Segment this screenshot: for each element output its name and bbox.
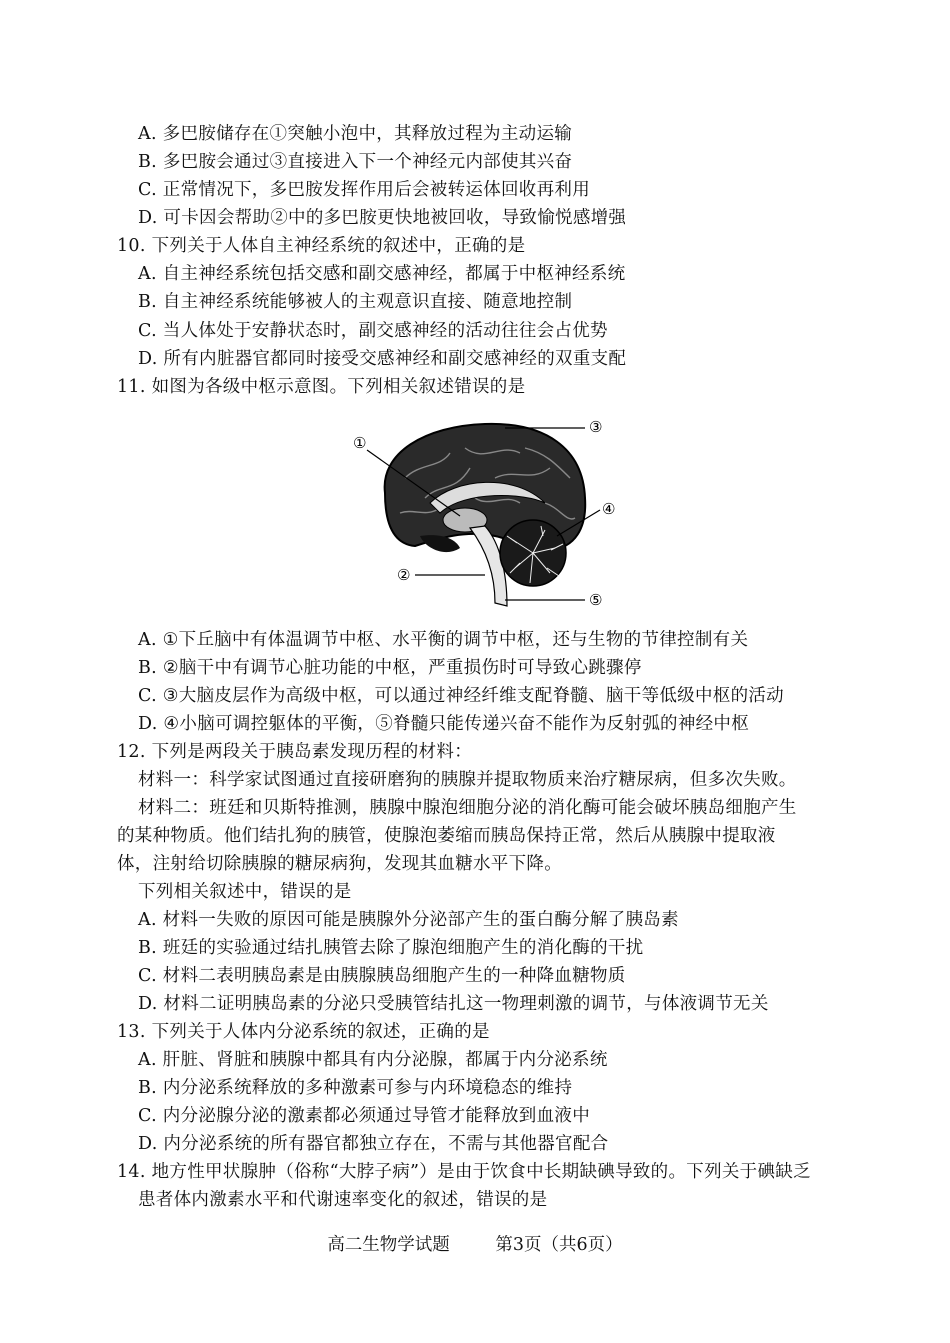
q12-option-a: A. 材料一失败的原因可能是胰腺外分泌部产生的蛋白酶分解了胰岛素 — [138, 910, 679, 930]
q14-stem: 14. 地方性甲状腺肿（俗称“大脖子病”）是由于饮食中长期缺碘导致的。下列关于碘缺乏 — [117, 1162, 811, 1182]
q12-option-b: B. 班廷的实验通过结扎胰管去除了腺泡细胞产生的消化酶的干扰 — [138, 938, 644, 958]
q12-sub-stem: 下列相关叙述中，错误的是 — [138, 882, 352, 902]
q9-option-a: A. 多巴胺储存在①突触小泡中，其释放过程为主动运输 — [138, 124, 573, 144]
lower-lobe-shape — [420, 535, 460, 552]
q12-stem: 12. 下列是两段关于胰岛素发现历程的材料： — [117, 742, 472, 762]
label-5: ⑤ — [589, 591, 603, 609]
brain-diagram — [345, 408, 615, 618]
q11-option-c: C. ③大脑皮层作为高级中枢，可以通过神经纤维支配脊髓、脑干等低级中枢的活动 — [138, 686, 784, 706]
q13-option-b: B. 内分泌系统释放的多种激素可参与内环境稳态的维持 — [138, 1078, 573, 1098]
q13-option-c: C. 内分泌腺分泌的激素都必须通过导管才能释放到血液中 — [138, 1106, 590, 1126]
q12-material-line: 材料二：班廷和贝斯特推测，胰腺中腺泡细胞分泌的消化酶可能会破坏胰岛细胞产生 — [138, 798, 797, 818]
q13-option-a: A. 肝脏、肾脏和胰腺中都具有内分泌腺，都属于内分泌系统 — [138, 1050, 608, 1070]
q12-material-line: 材料一：科学家试图通过直接研磨狗的胰腺并提取物质来治疗糖尿病，但多次失败。 — [138, 770, 797, 790]
q10-option-c: C. 当人体处于安静状态时，副交感神经的活动往往会占优势 — [138, 321, 608, 341]
q9-option-c: C. 正常情况下，多巴胺发挥作用后会被转运体回收再利用 — [138, 180, 590, 200]
q10-option-d: D. 所有内脏器官都同时接受交感神经和副交感神经的双重支配 — [138, 349, 627, 369]
q11-option-d: D. ④小脑可调控躯体的平衡，⑤脊髓只能传递兴奋不能作为反射弧的神经中枢 — [138, 714, 750, 734]
q14-stem-continued: 患者体内激素水平和代谢速率变化的叙述，错误的是 — [138, 1190, 548, 1210]
q13-stem: 13. 下列关于人体内分泌系统的叙述，正确的是 — [117, 1022, 490, 1042]
q12-material-line: 体，注射给切除胰腺的糖尿病狗，发现其血糖水平下降。 — [117, 854, 562, 874]
q12-option-d: D. 材料二证明胰岛素的分泌只受胰管结扎这一物理刺激的调节，与体液调节无关 — [138, 994, 769, 1014]
q11-option-a: A. ①下丘脑中有体温调节中枢、水平衡的调节中枢，还与生物的节律控制有关 — [138, 630, 749, 650]
q10-stem: 10. 下列关于人体自主神经系统的叙述中，正确的是 — [117, 236, 526, 256]
q9-option-b: B. 多巴胺会通过③直接进入下一个神经元内部使其兴奋 — [138, 152, 573, 172]
page-footer — [0, 1231, 950, 1256]
q12-option-c: C. 材料二表明胰岛素是由胰腺胰岛细胞产生的一种降血糖物质 — [138, 966, 626, 986]
q10-option-a: A. 自主神经系统包括交感和副交感神经，都属于中枢神经系统 — [138, 264, 626, 284]
q11-stem: 11. 如图为各级中枢示意图。下列相关叙述错误的是 — [117, 377, 526, 397]
label-3: ③ — [589, 418, 603, 436]
q13-option-d: D. 内分泌系统的所有器官都独立存在，不需与其他器官配合 — [138, 1134, 609, 1154]
footer-title: 高二生物学试题 — [327, 1235, 450, 1255]
label-4: ④ — [602, 500, 615, 518]
label-1: ① — [353, 434, 367, 452]
q9-option-d: D. 可卡因会帮助②中的多巴胺更快地被回收，导致愉悦感增强 — [138, 208, 627, 228]
q12-material-line: 的某种物质。他们结扎狗的胰管，使腺泡萎缩而胰岛保持正常，然后从胰腺中提取液 — [117, 826, 776, 846]
label-2: ② — [397, 566, 411, 584]
q11-option-b: B. ②脑干中有调节心脏功能的中枢，严重损伤时可导致心跳骤停 — [138, 658, 642, 678]
footer-page-number: 第3页（共6页） — [495, 1235, 623, 1255]
q10-option-b: B. 自主神经系统能够被人的主观意识直接、随意地控制 — [138, 292, 573, 312]
